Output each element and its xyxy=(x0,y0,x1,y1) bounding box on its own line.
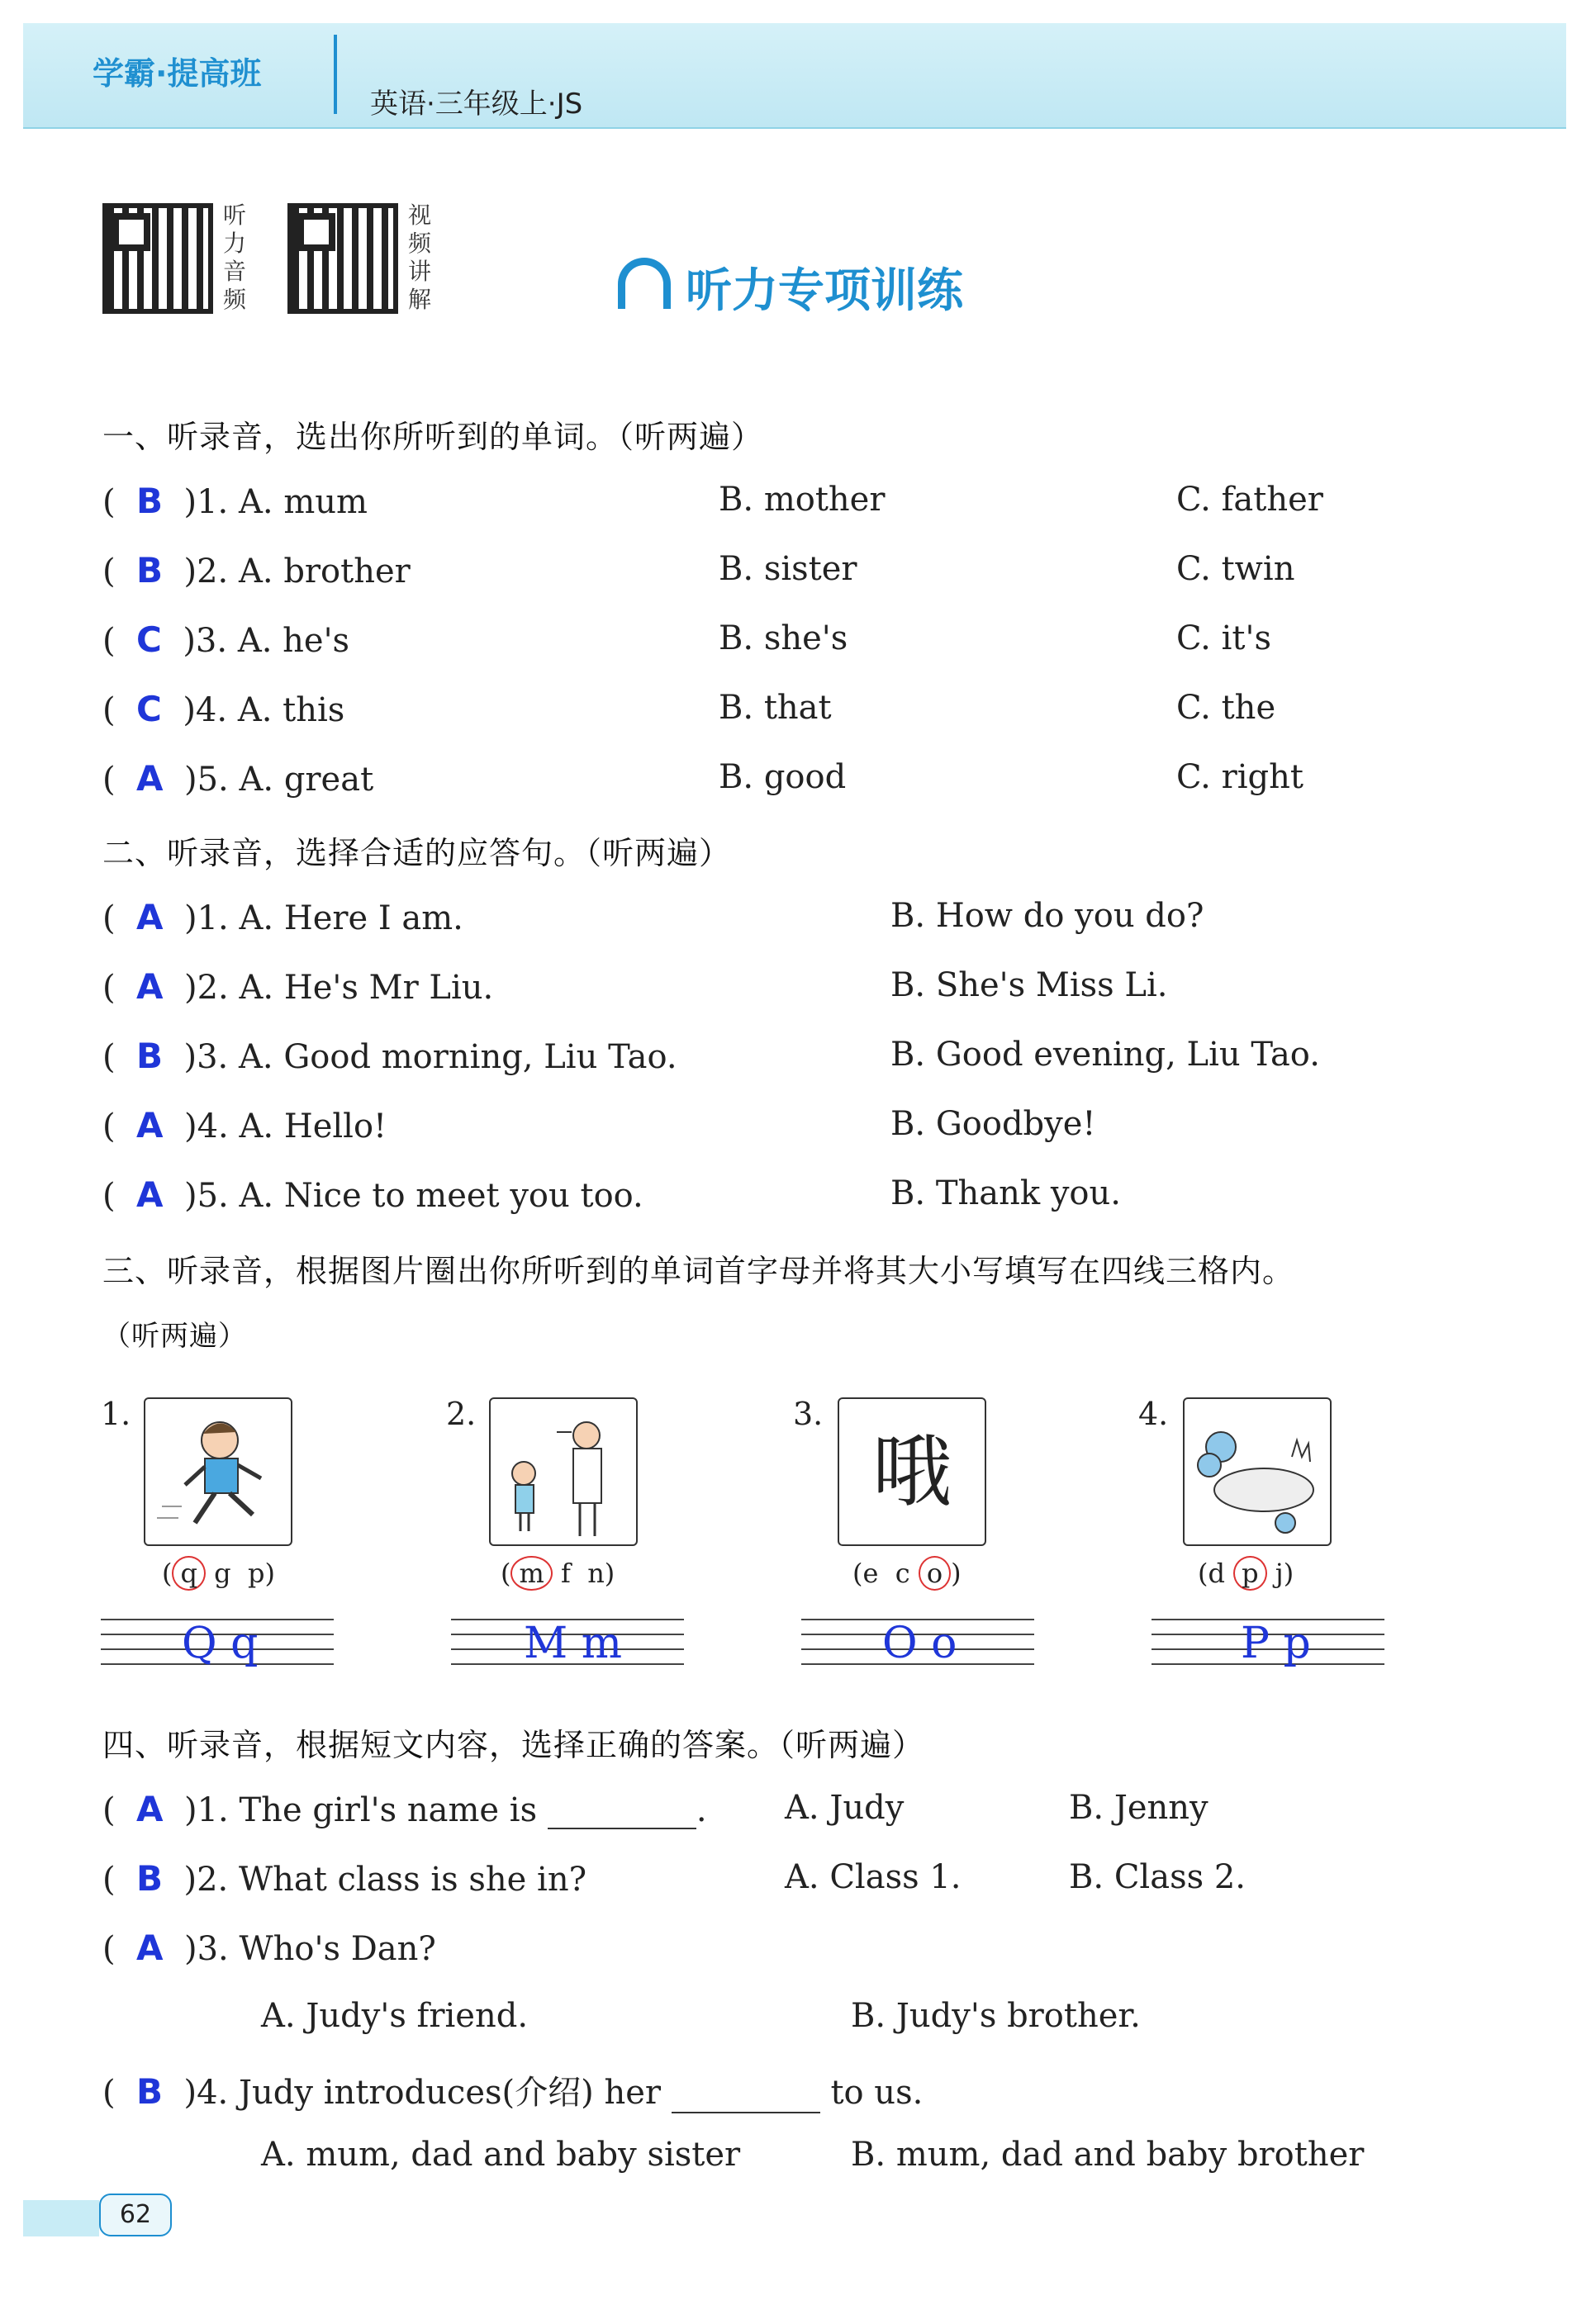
s3-item3-answer: O o xyxy=(882,1619,957,1668)
s2-item4-option-b[interactable]: B. Goodbye! xyxy=(890,1105,1096,1143)
s2-item3: ( B )3. A. Good morning, Liu Tao. xyxy=(102,1036,677,1076)
s1-item1-option-b[interactable]: B. mother xyxy=(719,481,886,519)
s1-item4: ( C )4. A. this xyxy=(102,689,345,729)
option-a[interactable]: A. Good morning, Liu Tao. xyxy=(239,1038,677,1076)
s2-item5: ( A )5. A. Nice to meet you too. xyxy=(102,1174,643,1215)
s3-item1-num: 1. xyxy=(101,1396,131,1432)
section3-heading-note: （听两遍） xyxy=(102,1320,247,1353)
s4-item3-option-a[interactable]: A. Judy's friend. xyxy=(261,1997,529,2035)
section3-heading: 三、听录音，根据图片圈出你所听到的单词首字母并将其大小写填写在四线三格内。 xyxy=(102,1253,1295,1289)
headphone-icon xyxy=(618,258,671,309)
page-number: 62 xyxy=(99,2194,172,2236)
s4-item1: ( A )1. The girl's name is . xyxy=(102,1789,707,1829)
answer-blank[interactable] xyxy=(672,2079,820,2113)
option-a[interactable]: A. Here I am. xyxy=(239,899,463,937)
s1-item3-option-b[interactable]: B. she's xyxy=(719,619,848,657)
page-title: 听力专项训练 xyxy=(686,264,963,318)
s1-item1-option-c[interactable]: C. father xyxy=(1176,481,1323,519)
s3-item4-letters: (d p j) xyxy=(1198,1558,1294,1589)
s4-item4-option-a[interactable]: A. mum, dad and baby sister xyxy=(261,2136,741,2174)
s3-item2-letters: ( m f n) xyxy=(501,1558,615,1589)
section1-heading: 一、听录音，选出你所听到的单词。（听两遍） xyxy=(102,419,764,455)
s2-item1: ( A )1. A. Here I am. xyxy=(102,897,463,937)
qr-audio-label: 听力音频 xyxy=(223,202,247,313)
s4-item4-option-b[interactable]: B. mum, dad and baby brother xyxy=(851,2136,1365,2174)
s1-item1: ( B )1. A. mum xyxy=(102,481,368,521)
s1-item4-option-b[interactable]: B. that xyxy=(719,689,832,727)
s2-item5-option-b[interactable]: B. Thank you. xyxy=(890,1174,1121,1212)
s1-item2-option-b[interactable]: B. sister xyxy=(719,550,857,588)
qr-code-audio[interactable] xyxy=(102,203,213,314)
footer-band xyxy=(23,2200,99,2236)
option-a[interactable]: A. he's xyxy=(237,622,350,660)
s2-item1-option-b[interactable]: B. How do you do? xyxy=(890,897,1204,935)
s3-item1-answer: Q q xyxy=(182,1619,259,1668)
s4-item1-option-a[interactable]: A. Judy xyxy=(785,1789,905,1827)
s4-item4: ( B )4. Judy introduces(介绍) her to us. xyxy=(102,2071,924,2112)
brand-title: 学霸·提高班 xyxy=(93,55,262,92)
s4-item2: ( B )2. What class is she in? xyxy=(102,1858,587,1899)
s3-item1-letters: ( q g p) xyxy=(162,1558,275,1589)
s1-item2: ( B )2. A. brother xyxy=(102,550,411,590)
s2-item2: ( A )2. A. He's Mr Liu. xyxy=(102,966,494,1007)
s4-item2-option-b[interactable]: B. Class 2. xyxy=(1069,1858,1246,1896)
option-a[interactable]: A. great xyxy=(239,761,374,799)
option-a[interactable]: A. Hello! xyxy=(239,1107,387,1145)
s1-item5-option-c[interactable]: C. right xyxy=(1176,758,1303,796)
option-a[interactable]: A. brother xyxy=(239,553,411,590)
s3-item4-answer: P p xyxy=(1241,1619,1311,1668)
s3-item4-num: 4. xyxy=(1138,1396,1169,1432)
s1-item2-option-c[interactable]: C. twin xyxy=(1176,550,1295,588)
s3-item3-letters: (e c o ) xyxy=(852,1558,962,1589)
s4-item3: ( A )3. Who's Dan? xyxy=(102,1928,436,1968)
section2-heading: 二、听录音，选择合适的应答句。（听两遍） xyxy=(102,835,732,871)
qr-code-video[interactable] xyxy=(287,203,398,314)
subject-label: 英语·三年级上·JS xyxy=(370,88,583,121)
girl-and-woman-picture xyxy=(489,1397,638,1546)
circled-letter[interactable]: q xyxy=(172,1556,205,1591)
s4-item3-option-b[interactable]: B. Judy's brother. xyxy=(851,1997,1141,2035)
answer-blank[interactable] xyxy=(548,1795,696,1829)
s2-item2-option-b[interactable]: B. She's Miss Li. xyxy=(890,966,1168,1004)
s1-item5: ( A )5. A. great xyxy=(102,758,374,799)
section4-heading: 四、听录音，根据短文内容，选择正确的答案。（听两遍） xyxy=(102,1727,925,1763)
s3-item2-answer: M m xyxy=(524,1619,623,1668)
s1-item3-option-c[interactable]: C. it's xyxy=(1176,619,1271,657)
s3-item3-num: 3. xyxy=(793,1396,824,1432)
s4-item1-option-b[interactable]: B. Jenny xyxy=(1069,1789,1208,1827)
pond-picture xyxy=(1183,1397,1332,1546)
option-a[interactable]: A. mum xyxy=(239,483,368,521)
running-boy-picture xyxy=(144,1397,292,1546)
s1-item5-option-b[interactable]: B. good xyxy=(719,758,847,796)
divider-arrow-icon xyxy=(334,35,337,114)
s4-item2-option-a[interactable]: A. Class 1. xyxy=(785,1858,962,1896)
s2-item4: ( A )4. A. Hello! xyxy=(102,1105,387,1145)
s2-item3-option-b[interactable]: B. Good evening, Liu Tao. xyxy=(890,1036,1320,1074)
s1-item3: ( C )3. A. he's xyxy=(102,619,350,660)
s3-item2-num: 2. xyxy=(446,1396,477,1432)
option-a[interactable]: A. this xyxy=(237,691,345,729)
option-a[interactable]: A. He's Mr Liu. xyxy=(239,969,494,1007)
oh-character-picture: 哦 xyxy=(838,1397,986,1546)
s1-item4-option-c[interactable]: C. the xyxy=(1176,689,1276,727)
option-a[interactable]: A. Nice to meet you too. xyxy=(239,1177,643,1215)
qr-video-label: 视频讲解 xyxy=(408,202,432,313)
